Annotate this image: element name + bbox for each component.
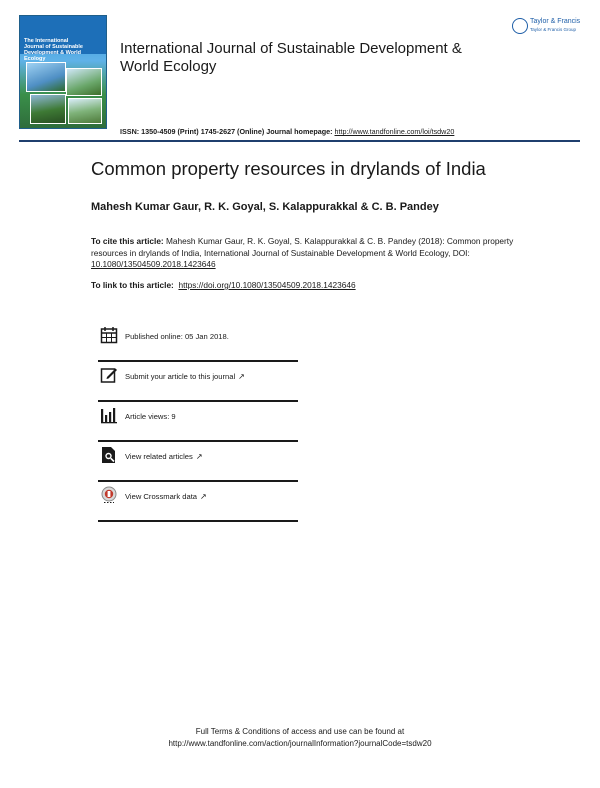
bar-chart-icon <box>100 406 118 424</box>
citation-label: To cite this article: <box>91 236 164 246</box>
issn-line: ISSN: 1350-4509 (Print) 1745-2627 (Online) Journal homepage: http://www.tandfonline.com/loi/tsdw20 <box>120 127 455 136</box>
article-views-row <box>98 402 298 442</box>
journal-title[interactable]: International Journal of Sustainable Development & World Ecology <box>120 40 462 75</box>
row-divider <box>98 520 298 522</box>
article-link-line <box>91 280 356 290</box>
related-articles-row[interactable] <box>98 442 298 482</box>
publisher-logo[interactable]: Taylor & Francis Taylor & Francis Group <box>512 16 584 38</box>
submit-article-link[interactable]: Submit your article to this journal ↗ <box>125 372 245 381</box>
citation-doi-link[interactable]: 10.1080/13504509.2018.1423646 <box>91 259 216 269</box>
calendar-icon <box>100 326 118 344</box>
external-link-icon: ↗ <box>200 492 207 501</box>
article-authors: Mahesh Kumar Gaur, R. K. Goyal, S. Kalappurakkal & C. B. Pandey <box>91 201 439 213</box>
published-row <box>98 322 298 362</box>
crossmark-icon <box>100 486 118 504</box>
related-articles-link[interactable]: View related articles ↗ <box>125 452 203 461</box>
journal-cover-image <box>19 15 107 129</box>
crossmark-row[interactable] <box>98 482 298 522</box>
citation-text: Mahesh Kumar Gaur, R. K. Goyal, S. Kalappurakkal & C. B. Pandey (2018): Common property resources in drylands of India, International Journal of Sustainable Development & World Ecology, DOI: <box>91 236 514 258</box>
submit-article-row[interactable] <box>98 362 298 402</box>
search-document-icon <box>100 446 118 464</box>
external-link-icon: ↗ <box>195 452 203 461</box>
journal-homepage-link[interactable]: http://www.tandfonline.com/loi/tsdw20 <box>334 127 455 136</box>
publisher-logo-icon <box>512 18 528 34</box>
published-date: Published online: 05 Jan 2018. <box>125 332 229 341</box>
article-title: Common property resources in drylands of India <box>91 158 486 179</box>
footer-terms-link[interactable]: http://www.tandfonline.com/action/journalInformation?journalCode=tsdw20 <box>168 739 432 748</box>
footer-terms-text: Full Terms & Conditions of access and use can be found at <box>195 727 405 736</box>
header-divider <box>19 140 580 142</box>
external-link-icon: ↗ <box>238 372 245 381</box>
article-doi-link[interactable]: https://doi.org/10.1080/13504509.2018.1423646 <box>178 280 356 290</box>
cover-title: The International Journal of Sustainable Development & World Ecology <box>24 38 83 62</box>
edit-icon <box>100 366 118 384</box>
citation-block <box>91 236 521 271</box>
crossmark-link[interactable]: View Crossmark data ↗ <box>125 492 207 501</box>
link-label: To link to this article: <box>91 280 174 290</box>
footer <box>0 726 600 750</box>
article-views: Article views: 9 <box>125 412 176 421</box>
